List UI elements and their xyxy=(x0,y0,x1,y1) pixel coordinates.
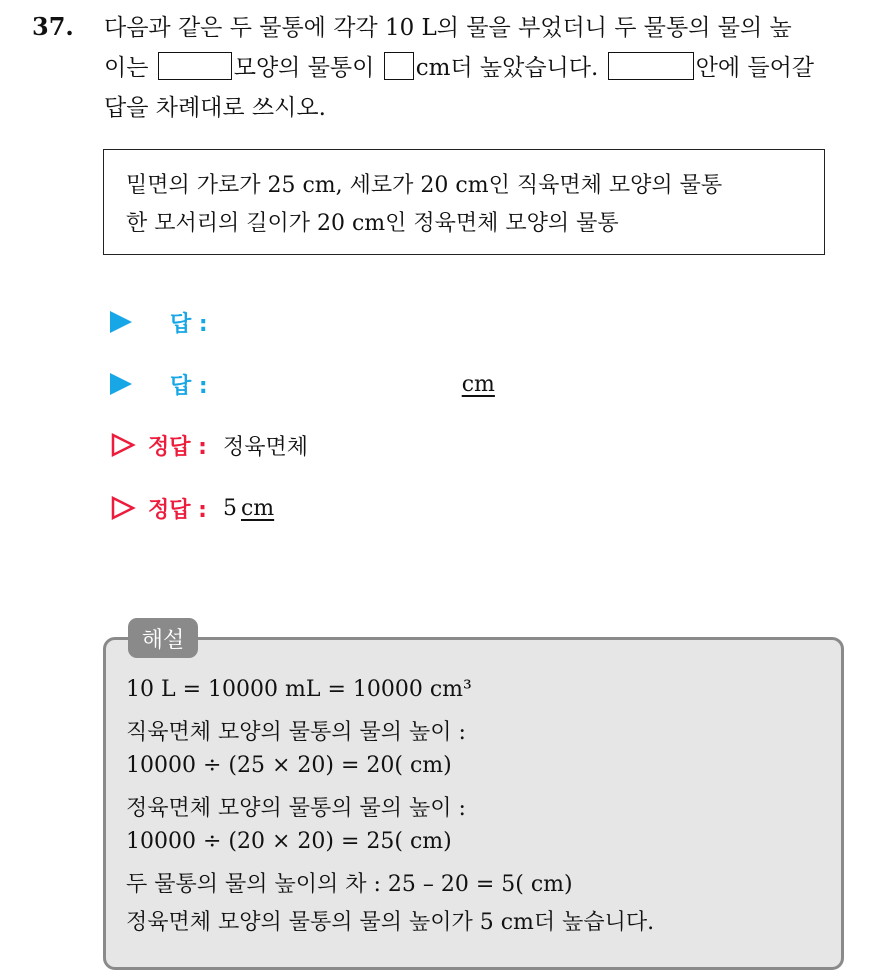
question-text-2c: cm더 높았습니다. xyxy=(415,55,599,81)
condition-cube-tank: 한 모서리의 길이가 20 cm인 정육면체 모양의 물통 xyxy=(126,211,619,236)
question-text-2a: 이는 xyxy=(104,55,149,81)
solution-line-7: 정육면체 모양의 물통의 물의 높이가 5 cm더 높습니다. xyxy=(126,910,655,935)
correct-answer-1: 정육면체 xyxy=(222,434,308,460)
correct-answer-2-value: 5 xyxy=(222,495,237,521)
play-triangle-icon xyxy=(110,311,132,333)
correct-label-2: 정답 : xyxy=(148,497,207,523)
condition-rectangular-tank: 밑면의 가로가 25 cm, 세로가 20 cm인 직육면체 모양의 물통 xyxy=(126,173,723,198)
question-line-3: 답을 차례대로 쓰시오. xyxy=(104,95,326,121)
answer-unit-cm: cm xyxy=(461,371,495,397)
answer-label-2: 답 : xyxy=(170,373,208,399)
question-line-2 xyxy=(104,52,814,84)
solution-line-3: 10000 ÷ (25 × 20) = 20( cm) xyxy=(126,753,452,778)
solution-line-6: 두 물통의 물의 높이의 차 : 25 – 20 = 5( cm) xyxy=(126,872,573,897)
correct-row-2 xyxy=(110,492,274,524)
outline-triangle-icon xyxy=(110,495,136,521)
question-text-2b: 모양의 물통이 xyxy=(233,55,375,81)
blank-reference-box xyxy=(608,52,694,80)
answer-row-1 xyxy=(110,306,528,338)
conditions-box xyxy=(103,149,825,255)
answer-blank-shape xyxy=(158,52,232,80)
question-line-1: 다음과 같은 두 물통에 각각 10 L의 물을 부었더니 두 물통의 물의 높 xyxy=(104,15,792,41)
correct-label-1: 정답 : xyxy=(148,434,207,460)
solution-line-5: 10000 ÷ (20 × 20) = 25( cm) xyxy=(126,829,452,854)
solution-line-2: 직육면체 모양의 물통의 물의 높이 : xyxy=(126,720,466,745)
outline-triangle-icon xyxy=(110,432,136,458)
solution-tag: 해설 xyxy=(128,618,198,658)
play-triangle-icon xyxy=(110,373,132,395)
answer-blank-height xyxy=(384,52,414,80)
solution-line-4: 정육면체 모양의 물통의 물의 높이 : xyxy=(126,796,466,821)
answer-row-2 xyxy=(110,368,495,400)
question-text-2d: 안에 들어갈 xyxy=(695,55,815,81)
answer-label-1: 답 : xyxy=(170,311,208,337)
question-number: 37. xyxy=(32,12,74,41)
solution-line-1: 10 L = 10000 mL = 10000 cm³ xyxy=(126,677,472,702)
correct-answer-2-unit: cm xyxy=(240,495,275,521)
correct-row-1 xyxy=(110,429,308,461)
